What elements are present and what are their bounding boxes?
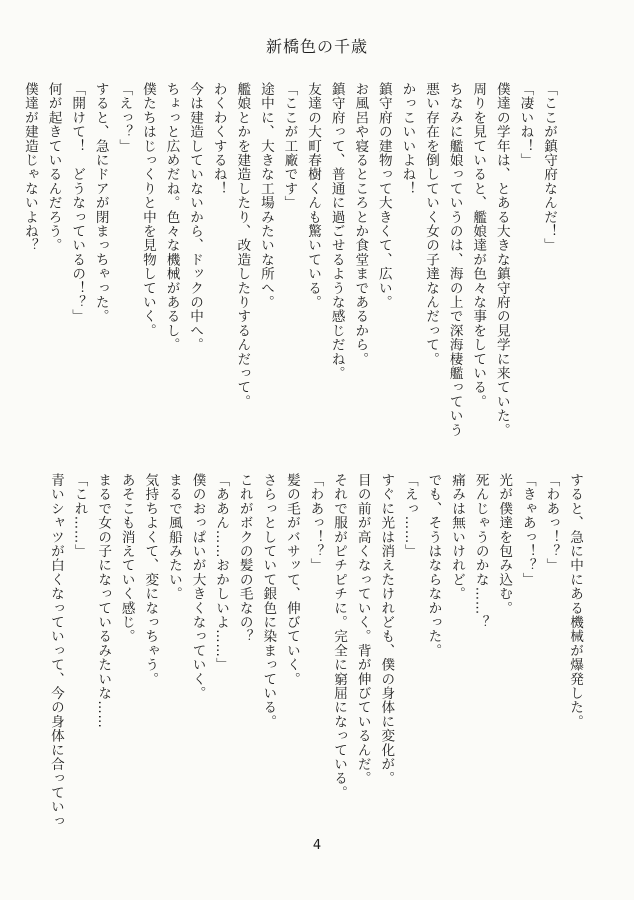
text-line: 気持ちよくて、変になっちゃう。 [142, 473, 159, 686]
text-line: 周りを見ていると、艦娘達が色々な事をしている。 [470, 82, 487, 409]
text-line: 「ここが工廠です」 [281, 82, 298, 210]
text-line: 僕のおっぱいが大きくなっていく。 [189, 473, 206, 701]
text-line: まるで女の子になっているみたいな…… [95, 473, 112, 729]
text-block-bottom [43, 473, 586, 828]
text-line: 悪い存在を倒していく女の子達なんだって。 [423, 82, 440, 366]
text-line: すると、急に中にある機械が爆発した。 [567, 473, 583, 729]
text-line: 艦娘とかを建造したり、改造したりするんだって。 [234, 82, 251, 409]
text-line: 髪の毛がバサッて、伸びていく。 [283, 473, 300, 686]
text-line: ちょっと広めだね。色々な機械があるし。 [163, 82, 180, 352]
text-line: でも、そうはならなかった。 [425, 473, 442, 658]
text-line: 「これ……」 [71, 473, 88, 559]
text-line: 「凄いね！」 [517, 82, 534, 168]
text-line: ちなみに艦娘っていうのは、海の上で深海棲艦っていう [446, 82, 463, 437]
text-line: それで服がピチピチに。完全に窮屈になっている。 [331, 473, 348, 800]
text-line: お風呂や寝るところとか食堂まであるから。 [352, 82, 369, 366]
text-line: 鎮守府の建物って大きくて、広い。 [375, 82, 392, 310]
text-line: 「ああん……おかしいよ……」 [213, 473, 230, 672]
text-line: 途中に、大きな工場みたいな所へ。 [257, 82, 274, 310]
text-line: これがボクの髪の毛なの？ [236, 473, 253, 644]
text-line: 「開けて！ どうなっているの！？」 [69, 82, 86, 324]
page-number: 4 [312, 838, 322, 853]
text-line: 何が起きているんだろう。 [45, 82, 62, 253]
text-line: 「えっ？」 [116, 82, 133, 153]
text-line: すると、急にドアが閉まっちゃった。 [92, 82, 109, 324]
text-line: さらっとしていて銀色に染まっている。 [260, 473, 277, 729]
text-line: 目の前が高くなっていく。背が伸びているんだ。 [354, 473, 371, 786]
text-line: 僕達の学年は、とある大きな鎮守府の見学に来ていた。 [493, 82, 510, 437]
chapter-title: 新橋色の千歳 [265, 37, 368, 56]
text-line: 「きゃあっ！？」 [519, 473, 536, 587]
text-line: わくわくするね！ [210, 82, 227, 196]
text-line: 友達の大町春樹くんも驚いている。 [305, 82, 322, 310]
text-line: 死んじゃうのかな……？ [472, 473, 489, 630]
text-line: 僕達が建造じゃないよね？ [21, 82, 38, 253]
text-line: まるで風船みたい。 [165, 473, 182, 601]
text-line: 鎮守府って、普通に過ごせるような感じだね。 [328, 82, 345, 381]
text-block-top [17, 82, 560, 452]
text-line: 光が僕達を包み込む。 [496, 473, 513, 615]
text-line: かっこいいよね！ [399, 82, 416, 196]
text-line: 今は建造していないから、ドックの中へ。 [187, 82, 204, 352]
text-line: すぐに光は消えたけれども、僕の身体に変化が。 [378, 473, 395, 786]
text-line: 「ここが鎮守府なんだ！」 [541, 82, 557, 253]
text-line: 「わあっ！？」 [307, 473, 324, 573]
text-line: 痛みは無いけれど。 [449, 473, 466, 601]
text-line: 僕たちはじっくりと中を見物していく。 [139, 82, 156, 338]
text-line: 「わあっ！？」 [543, 473, 560, 573]
text-line: 青いシャツが白くなっていって、今の身体に合っていっ [47, 473, 64, 828]
text-line: あそこも消えていく感じ。 [118, 473, 135, 644]
text-line: 「えっ……」 [401, 473, 418, 559]
